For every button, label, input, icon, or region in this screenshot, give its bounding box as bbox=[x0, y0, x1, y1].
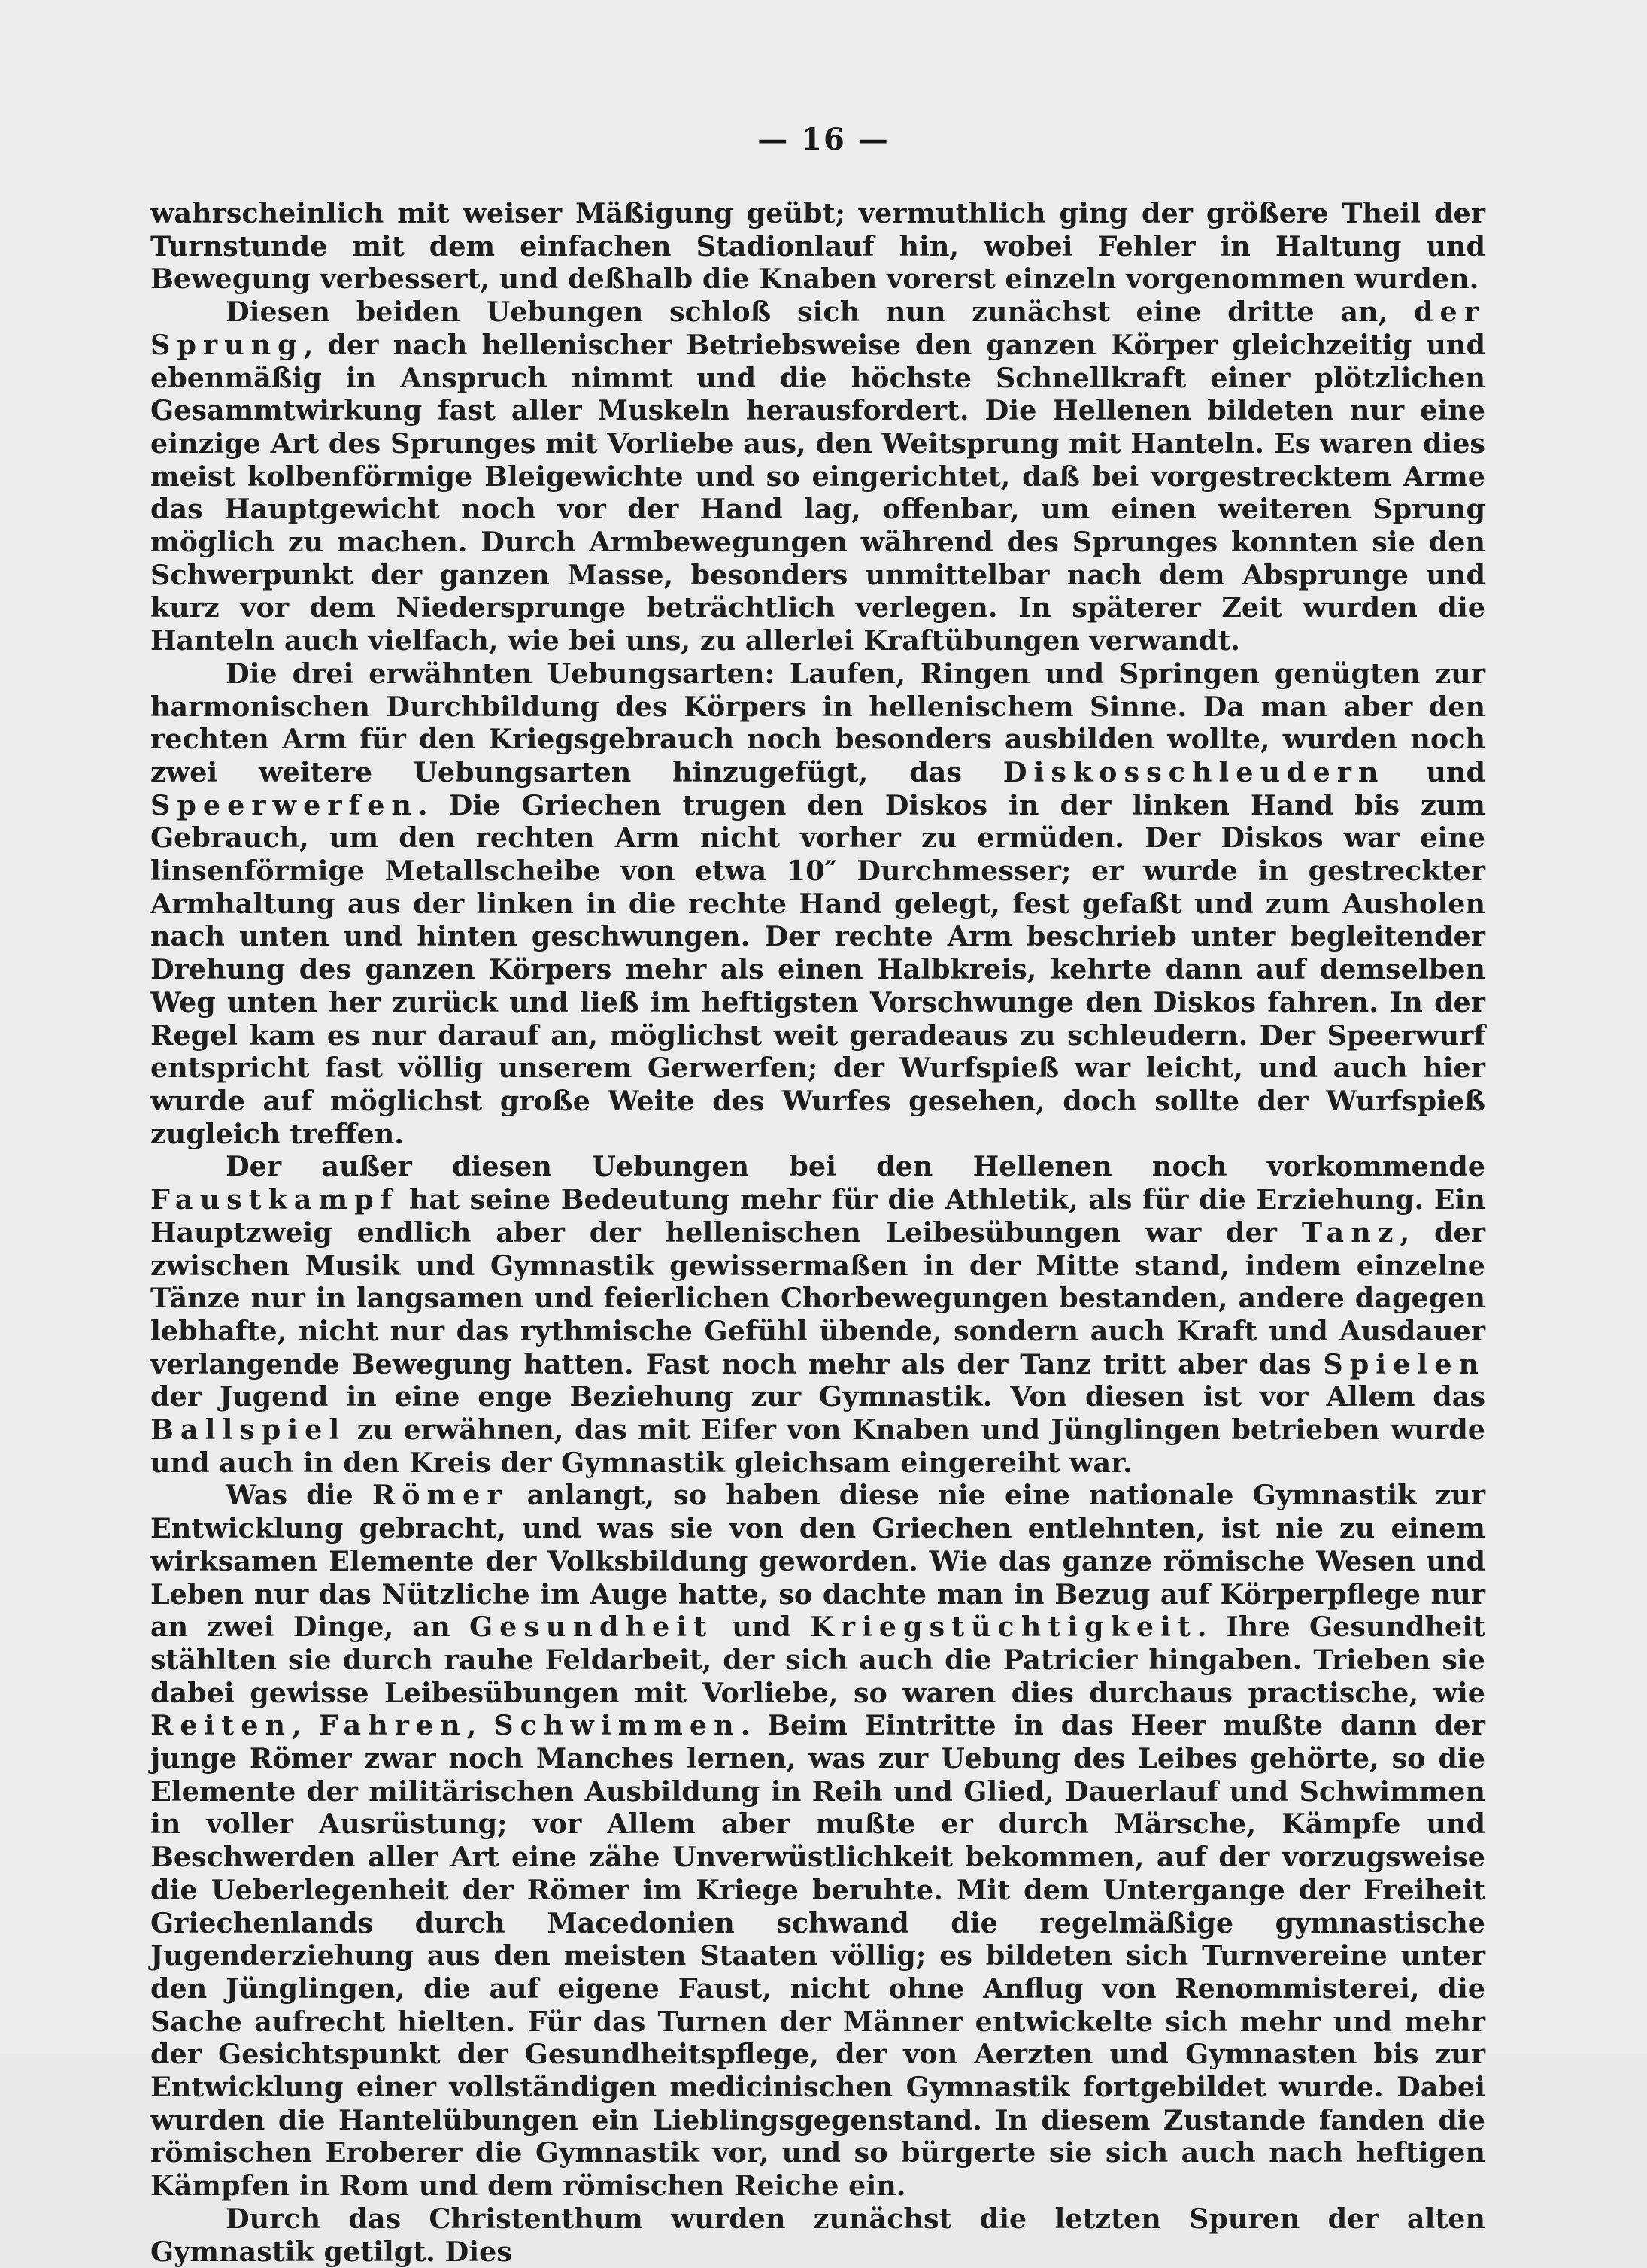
emphasized-term: Tanz bbox=[1301, 1216, 1400, 1249]
text-run: Durch das Christenthum wurden zunächst die letzten Spuren der alten Gymnastik getilgt. Dies bbox=[150, 2202, 1485, 2268]
emphasized-term: Reiten bbox=[150, 1709, 293, 1742]
text-run: der Jugend in eine enge Beziehung zur Gymnastik. Von diesen ist vor Allem das bbox=[150, 1380, 1485, 1413]
emphasized-term: Gesundheit bbox=[469, 1611, 713, 1644]
emphasized-term: Diskosschleudern bbox=[1002, 755, 1385, 788]
emphasized-term: Ballspiel bbox=[150, 1413, 347, 1447]
text-run: . Beim Eintritte in das Heer mußte dann der junge Römer zwar noch Manches lernen, was zur Uebung des Leibes gehörte, so die Elemente der militärischen Ausbildung in Reih und Glied, Dauerlauf und Schwimmen in voller Ausrüstung; vor Allem aber mußte er durch Märsche, Kämpfe und Beschwerden aller Art eine zähe Unverwüstlichkeit bekommen, auf der vorzugsweise die Ueberlegenheit der Römer im Kriege beruhte. Mit dem Untergange der Freiheit Griechenlands durch Macedonien schwand die regelmäßige gymnastische Jugenderziehung aus den meisten Staaten völlig; es bildeten sich Turnvereine unter den Jünglingen, die auf eigene Faust, nicht ohne Anflug von Renommisterei, die Sache aufrecht hielten. Für das Turnen der Männer entwickelte sich mehr und mehr der Gesichtspunkt der Gesundheitspflege, der von Aerzten und Gymnasten bis zur Entwicklung einer vollständigen medicinischen Gymnastik fortgebildet wurde. Dabei wurden die Hantelübungen ein Lieblingsgegenstand. In diesem Zustande fanden die römischen Eroberer die Gymnastik vor, und so bürgerte sie sich auch nach heftigen Kämpfen in Rom und dem römischen Reiche ein. bbox=[150, 1709, 1486, 2203]
text-run: wahrscheinlich mit weiser Mäßigung geübt; vermuthlich ging der größere Theil der Turnstunde mit dem einfachen Stadionlauf hin, wobei Fehler in Haltung und Bewegung verbessert, und deßhalb die Knaben vorerst einzeln vorgenommen wurden. bbox=[150, 197, 1485, 296]
text-run: und bbox=[713, 1611, 811, 1644]
text-run: und bbox=[1385, 755, 1485, 788]
text-run: , bbox=[292, 1709, 319, 1742]
text-run: , bbox=[466, 1709, 494, 1742]
paragraph bbox=[150, 197, 1485, 296]
emphasized-term: Kriegstüchtigkeit bbox=[810, 1611, 1197, 1644]
emphasized-term: Faustkampf bbox=[150, 1183, 399, 1216]
emphasized-term: der Sprung bbox=[150, 296, 1485, 361]
text-run: hat seine Bedeutung mehr für die Athletik, als für die Erziehung. Ein Hauptzweig endlich aber der hellenischen Leibesübungen war der bbox=[150, 1183, 1485, 1249]
text-run: Die drei erwähnten Uebungsarten: Laufen, Ringen und Springen genügten zur harmonischen Durchbildung des Körpers in hellenischem Sinne. Da man aber den rechten Arm für den Kriegsgebrauch noch besonders ausbilden wollte, wurden noch zwei weitere Uebungsarten hinzugefügt, das bbox=[150, 657, 1485, 788]
body-text bbox=[150, 197, 1485, 2268]
paragraph bbox=[150, 2203, 1485, 2268]
text-run: , der nach hellenischer Betriebsweise den ganzen Körper gleichzeitig und ebenmäßig in Anspruch nimmt und die höchste Schnellkraft einer plötzlichen Gesammtwirkung fast aller Muskeln herausfordert. Die Hellenen bildeten nur eine einzige Art des Sprunges mit Vorliebe aus, den Weitsprung mit Hanteln. Es waren dies meist kolbenförmige Bleigewichte und so eingerichtet, daß bei vorgestrecktem Arme das Hauptgewicht noch vor der Hand lag, offenbar, um einen weiteren Sprung möglich zu machen. Durch Armbewegungen während des Sprunges konnten sie den Schwerpunkt der ganzen Masse, besonders unmittelbar nach dem Absprunge und kurz vor dem Niedersprunge beträchtlich verlegen. In späterer Zeit wurden die Hanteln auch vielfach, wie bei uns, zu allerlei Kraftübungen verwandt. bbox=[150, 328, 1485, 657]
emphasized-term: Römer bbox=[372, 1479, 508, 1512]
text-run: anlangt, so haben diese nie eine nationale Gymnastik zur Entwicklung gebracht, und was sie von den Griechen entlehnten, ist nie zu einem wirksamen Elemente der Volksbildung geworden. Wie das ganze römische Wesen und Leben nur das Nützliche im Auge hatte, so dachte man in Bezug auf Körperpflege nur an zwei Dinge, an bbox=[150, 1479, 1485, 1644]
text-run: Diesen beiden Uebungen schloß sich nun zunächst eine dritte an, bbox=[226, 296, 1415, 329]
paragraph bbox=[150, 657, 1485, 1151]
emphasized-term: Schwimmen bbox=[493, 1709, 741, 1742]
emphasized-term: Spielen bbox=[1323, 1347, 1485, 1380]
text-run: Der außer diesen Uebungen bei den Hellenen noch vorkommende bbox=[226, 1150, 1485, 1183]
text-run: . Ihre Gesundheit stählten sie durch rauhe Feldarbeit, der sich auch die Patricier hingaben. Trieben sie dabei gewisse Leibesübungen mit Vorliebe, so waren dies durchaus practische, wie bbox=[150, 1611, 1485, 1709]
text-run: Was die bbox=[226, 1479, 372, 1512]
text-run: . Die Griechen trugen den Diskos in der linken Hand bis zum Gebrauch, um den rechten Arm nicht vorher zu ermüden. Der Diskos war eine linsenförmige Metallscheibe von etwa 10″ Durchmesser; er wurde in gestreckter Armhaltung aus der linken in die rechte Hand gelegt, fest gefaßt und zum Ausholen nach unten und hinten geschwungen. Der rechte Arm beschrieb unter begleitender Drehung des ganzen Körpers mehr als einen Halbkreis, kehrte dann auf demselben Weg unten her zurück und ließ im heftigsten Vorschwunge den Diskos fahren. In der Regel kam es nur darauf an, möglichst weit geradeaus zu schleudern. Der Speerwurf entspricht fast völlig unserem Gerwerfen; der Wurfspieß war leicht, und auch hier wurde auf möglichst große Weite des Wurfes gesehen, doch sollte der Wurfspieß zugleich treffen. bbox=[150, 788, 1485, 1150]
text-run: zu erwähnen, das mit Eifer von Knaben und Jünglingen betrieben wurde und auch in den Kreis der Gymnastik gleichsam eingereiht war. bbox=[150, 1413, 1485, 1479]
text-run: , der zwischen Musik und Gymnastik gewissermaßen in der Mitte stand, indem einzelne Tänze nur in langsamen und feierlichen Chorbewegungen bestanden, andere dagegen lebhafte, nicht nur das rythmische Gefühl übende, sondern auch Kraft und Ausdauer verlangende Bewegung hatten. Fast noch mehr als der Tanz tritt aber das bbox=[150, 1216, 1485, 1380]
paragraph bbox=[150, 1479, 1485, 2202]
page-number: — 16 — bbox=[757, 122, 890, 157]
emphasized-term: Fahren bbox=[318, 1709, 467, 1742]
emphasized-term: Speerwerfen bbox=[150, 788, 418, 821]
paragraph bbox=[150, 296, 1485, 657]
paragraph bbox=[150, 1150, 1485, 1479]
